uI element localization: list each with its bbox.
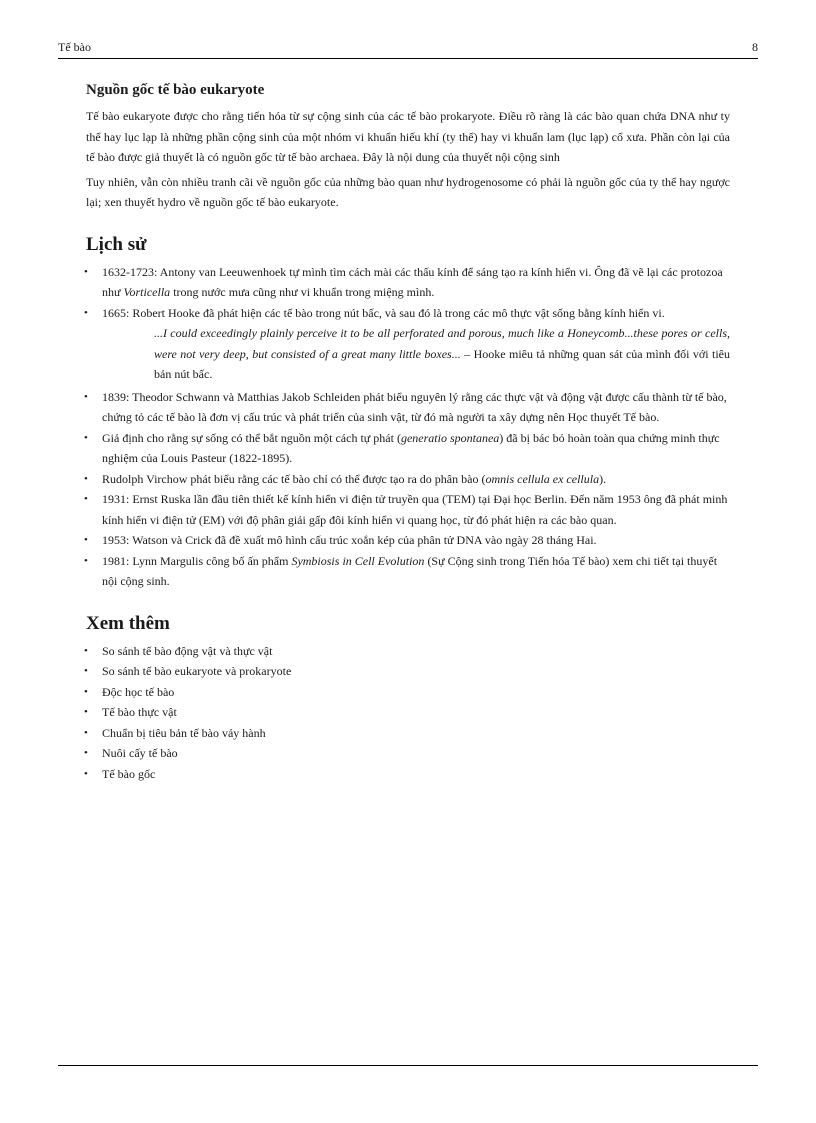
history-italic: generatio spontanea — [400, 430, 500, 445]
see-also-item[interactable] — [86, 764, 730, 785]
running-header — [58, 40, 758, 59]
history-italic: omnis cellula ex cellula — [485, 471, 600, 486]
bullet-icon: • — [84, 534, 88, 546]
origin-paragraph-1: Tế bào eukaryote được cho rằng tiến hóa từ sự cộng sinh của các tế bào prokaryote. Điều rõ ràng là các bào quan chứa DNA như ty thể hay lục lạp là những phần cộng sinh của một nhóm vi khuẩn hiếu khí (ty thể) hay vi khuẩn lam (lục lạp) cổ xưa. Phần còn lại của tế bào được giả thuyết là có nguồn gốc từ tế bào archaea. Đây là nội dung của thuyết nội cộng sinh — [86, 109, 730, 164]
see-also-list — [86, 641, 730, 785]
bullet-icon: • — [84, 390, 88, 403]
see-also-link[interactable]: Độc học tế bào — [102, 684, 175, 699]
see-also-item[interactable] — [86, 682, 730, 703]
running-header-title: Tế bào — [58, 40, 91, 54]
see-also-link[interactable]: Chuẩn bị tiêu bản tế bào vảy hành — [102, 725, 266, 740]
history-text: 1665: Robert Hooke đã phát hiện các tế bào trong nút bấc, và sau đó là trong các mô thực vật sống bằng kính hiển vi. — [102, 305, 665, 320]
bullet-icon: • — [84, 431, 88, 444]
bullet-icon: • — [84, 726, 88, 739]
bullet-icon: • — [84, 706, 88, 718]
see-also-item[interactable] — [86, 661, 730, 682]
history-item — [86, 262, 730, 303]
history-item — [86, 489, 730, 530]
history-list-continued — [86, 387, 730, 592]
history-list — [86, 262, 730, 324]
quote-tail: – Hooke miêu tả những quan sát của mình đối với tiêu bản nút bấc. — [154, 346, 730, 381]
bullet-icon: • — [84, 644, 88, 657]
history-text: 1632-1723: Antony van Leeuwenhoek tự mình tìm cách mài các thấu kính để sáng tạo ra kính hiển vi. Ông đã vẽ lại các protozoa như — [102, 264, 723, 299]
history-text: (Sự Cộng sinh trong Tiến hóa Tế bào) xem chi tiết tại thuyết nội cộng sinh. — [102, 553, 718, 588]
history-item — [86, 387, 730, 428]
history-item — [86, 530, 730, 551]
history-italic: Symbiosis in Cell Evolution — [291, 553, 425, 568]
bullet-icon: • — [84, 493, 88, 505]
history-text: Giả định cho rằng sự sống có thể bắt nguồn một cách tự phát ( — [102, 430, 401, 445]
bullet-icon: • — [84, 665, 88, 677]
history-text: ). — [599, 471, 607, 486]
see-also-link[interactable]: So sánh tế bào eukaryote và prokaryote — [102, 664, 292, 678]
bullet-icon: • — [84, 472, 88, 485]
history-text: 1981: Lynn Margulis công bố ấn phẩm — [102, 553, 292, 568]
section-heading-origin: Nguồn gốc tế bào eukaryote — [86, 82, 265, 98]
history-item — [86, 551, 730, 592]
bullet-icon: • — [84, 265, 88, 278]
history-item — [86, 428, 730, 469]
origin-paragraph-2: Tuy nhiên, vẫn còn nhiều tranh cãi về nguồn gốc của những bào quan như hydrogenosome có phải là nguồn gốc của ty thể hay ngược lại; xen thuyết hydro về nguồn gốc tế bào eukaryote. — [86, 174, 730, 209]
bullet-icon: • — [84, 306, 88, 319]
history-item — [86, 303, 730, 324]
page-content — [86, 80, 730, 784]
bullet-icon: • — [84, 554, 88, 567]
see-also-link[interactable]: Tế bào gốc — [102, 766, 156, 781]
footer-rule — [58, 1065, 758, 1066]
page-number: 8 — [752, 40, 758, 54]
history-text: trong nước mưa cũng như vi khuẩn trong miệng mình. — [170, 285, 435, 299]
see-also-item[interactable] — [86, 723, 730, 744]
history-text: Rudolph Virchow phát biểu rằng các tế bào chỉ có thể được tạo ra do phân bào ( — [102, 471, 486, 486]
history-text: ) đã bị bác bỏ hoàn toàn qua chứng minh thực nghiệm của Louis Pasteur (1822-1895). — [102, 430, 720, 465]
bullet-icon: • — [84, 767, 88, 780]
see-also-item[interactable] — [86, 743, 730, 764]
history-italic: Vorticella — [123, 285, 171, 299]
bullet-icon: • — [84, 685, 88, 698]
quote-italic: ...I could exceedingly plainly perceive it to be all perforated and porous, much like a Honeycomb...these pores or cells, were not very deep, but consisted of a great many little boxes... — [154, 326, 730, 361]
hooke-quote — [154, 323, 730, 387]
history-item — [86, 469, 730, 490]
history-text: 1839: Theodor Schwann và Matthias Jakob Schleiden phát biểu nguyên lý rằng các thực vật và động vật được cấu thành từ tế bào, chứng tỏ các tế bào là đơn vị cấu trúc và phát triển của sinh vật, từ đó mà người ta xây dựng nên Học thuyết Tế bào. — [102, 389, 727, 424]
see-also-link[interactable]: Tế bào thực vật — [102, 705, 177, 719]
history-text: 1953: Watson và Crick đã đề xuất mô hình cấu trúc xoắn kép của phân tử DNA vào ngày 28 tháng Hai. — [102, 533, 597, 547]
bullet-icon: • — [84, 747, 88, 759]
see-also-item[interactable] — [86, 641, 730, 662]
section-heading-see-also: Xem thêm — [86, 612, 170, 634]
section-heading-history: Lịch sử — [86, 233, 147, 255]
see-also-item[interactable] — [86, 702, 730, 723]
see-also-link[interactable]: So sánh tế bào động vật và thực vật — [102, 643, 273, 658]
history-text: 1931: Ernst Ruska lần đầu tiên thiết kế kính hiển vi điện tử truyền qua (TEM) tại Đại học Berlin. Đến năm 1953 ông đã phát minh kính hiển vi điện tử (EM) với độ phân giải gấp đôi kính hiển vi quang học, từ đó phát hiện ra các bào quan. — [102, 492, 728, 527]
see-also-link[interactable]: Nuôi cấy tế bào — [102, 746, 178, 760]
